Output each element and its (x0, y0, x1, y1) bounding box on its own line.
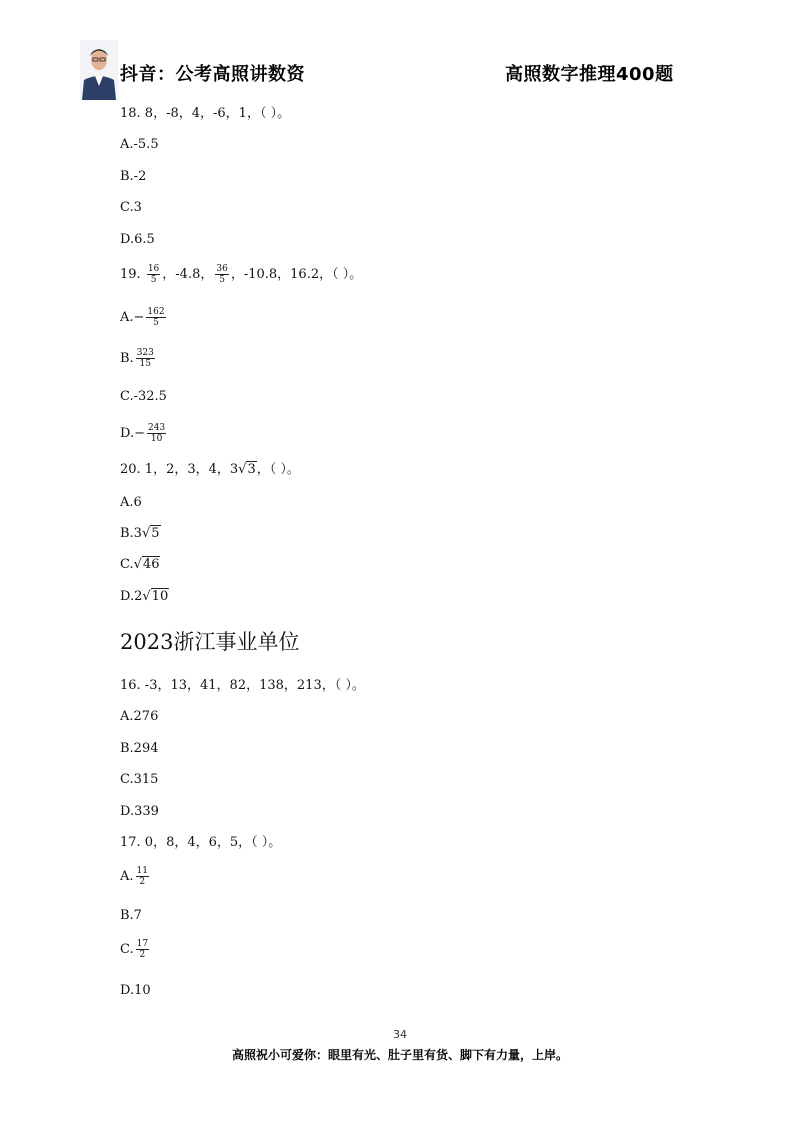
q20-option-d: D.2√10 (120, 589, 169, 604)
q18-option-a: A.-5.5 (120, 137, 159, 152)
question-17-stem: 17. 0，8，4，6，5，（ ）。 (120, 835, 282, 850)
author-photo (80, 40, 118, 100)
q17-option-a: A. $\frac{11}{2}$ (120, 866, 148, 887)
q16-option-b: B.294 (120, 741, 159, 756)
q17-option-b: B.7 (120, 908, 142, 923)
q17-option-c: C. $\frac{17}{2}$ (120, 939, 149, 960)
q19-option-a: A.− $\frac{162}{5}$ (120, 307, 165, 328)
question-18-stem: 18. 8，-8，4，-6，1，（ ）。 (120, 106, 291, 121)
q19-fraction-2: $\frac{36}{5}$ (216, 264, 228, 285)
document-title: 高照数字推理400题 (505, 64, 674, 85)
q19-stem-rest: ，-10.8，16.2，（ ）。 (230, 267, 363, 282)
q18-option-c: C.3 (120, 200, 142, 215)
q18-option-d: D.6.5 (120, 232, 155, 247)
page-header (80, 40, 720, 102)
q19-fraction-1: $\frac{16}{5}$ (147, 264, 160, 285)
q19-option-c: C.-32.5 (120, 389, 167, 404)
q16-option-a: A.276 (120, 709, 159, 724)
q20-option-c: C.√46 (120, 557, 160, 572)
footer-slogan: 高照祝小可爱你：眼里有光、肚子里有货、脚下有力量，上岸。 (231, 1048, 568, 1062)
q19-number: 19. (120, 267, 141, 282)
question-16-stem: 16. -3，13，41，82，138，213，（ ）。 (120, 678, 365, 693)
sqrt-symbol: √3 (238, 462, 256, 477)
q19-stem-text: ，-4.8， (162, 267, 214, 282)
q19-option-b: B. $\frac{323}{15}$ (120, 348, 154, 369)
q18-option-b: B.-2 (120, 169, 147, 184)
brand-name: 抖音：公考高照讲数资 (120, 64, 305, 85)
question-20-stem: 20. 1，2，3，4，3√3，（ ）。 (120, 460, 300, 480)
q20-option-b: B.3√5 (120, 526, 160, 541)
q19-option-d: D.− $\frac{243}{10}$ (120, 423, 166, 444)
question-19-stem (120, 264, 362, 285)
q17-option-d: D.10 (120, 983, 151, 998)
q16-option-c: C.315 (120, 772, 159, 787)
section-heading: 2023浙江事业单位 (120, 630, 300, 654)
page-number: 34 (393, 1028, 407, 1041)
q20-option-a: A.6 (120, 495, 142, 510)
q16-option-d: D.339 (120, 804, 159, 819)
